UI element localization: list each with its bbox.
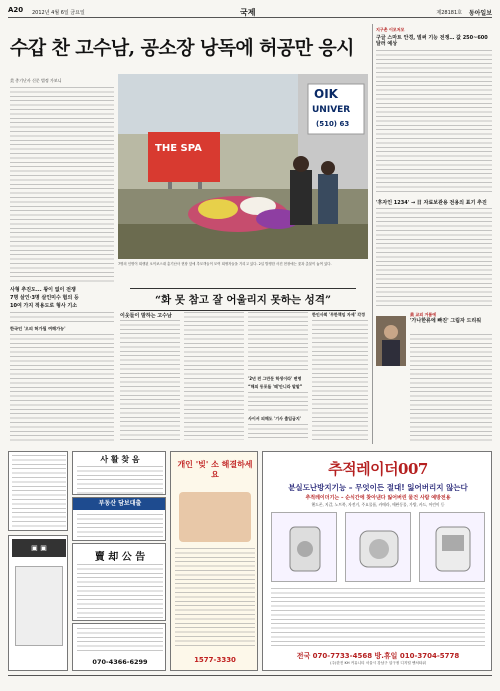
ad-contact	[72, 623, 166, 671]
mid-column-3a	[248, 312, 308, 372]
left-column-text-2	[10, 312, 114, 322]
right-headline-1: 구글 스마트 안경, 벌써 기능 전쟁… 값 250~600달러 예상	[376, 35, 488, 47]
ad-debt-phone: 1577-3330	[194, 656, 236, 664]
sign-text-mid: UNIVER	[312, 105, 351, 115]
ad-tracker-phone: 전국 070-7733-4568 방.휴일 010-3704-5778	[296, 652, 460, 660]
right-text-1	[376, 50, 492, 195]
mid-column-3b	[248, 392, 308, 412]
sub-responsibility: 한인사회 '무한책임 자세' 각정	[312, 312, 365, 317]
left-subhead-4: 한국인 '오피 허가될 여해가능'	[10, 326, 66, 331]
left-column-text	[10, 87, 114, 282]
pull-quote: “화 못 참고 잘 어울리지 못하는 성격”	[130, 292, 356, 307]
ad-debt-image	[179, 492, 251, 542]
sub-community: '2년 전 그만둔 학생이라' 변명	[248, 376, 302, 381]
ad-label: ▣ ▣	[12, 539, 66, 557]
mid-column-4	[312, 320, 368, 440]
photo-caption: 7명의 인명이 희생된 오이코스대 총기난사 현장 앞에 추모객들이 모여 희생자들을 기리고 있다. 2일 발생한 사건 현장에는 꽃과 촛불이 놓여 있다.	[118, 262, 332, 266]
ad-product-1	[271, 512, 337, 582]
ad-product-image	[15, 566, 63, 646]
issue-number: 제28181호	[436, 10, 462, 16]
right-photo	[376, 316, 406, 366]
ad-tracker-subline: 추적레이더기는 – 순식간에 찾아낸다 잃어버린 물건 사람 예방전용	[305, 495, 451, 501]
ad-contact-phone: 070-4366-6299	[92, 658, 148, 666]
left-subhead-3: 10여 가지 적용도로 형사 기소	[10, 303, 78, 309]
left-column-text-3	[10, 334, 114, 442]
news-photo	[118, 74, 368, 259]
right-label-3: 美 교외 거품에	[410, 312, 437, 317]
ad-tracker-items: 핸드폰, 지갑, 노트북, 자전거, 주요물품, 카메라, 애완동물, 가방, 카드, 어린이 등	[311, 502, 445, 507]
page-number: A20	[8, 6, 24, 14]
ad-debt	[170, 451, 258, 671]
mid-column-1	[120, 320, 180, 440]
sub-ban: 사이서 피해도 '기사 출입금지'	[248, 416, 301, 421]
right-text-3	[410, 334, 492, 442]
spa-sign-text: THE SPA	[155, 143, 202, 154]
ad-product-3	[419, 512, 485, 582]
ad-auction	[72, 543, 166, 621]
right-text-2	[376, 208, 492, 308]
main-headline: 수갑 찬 고수남, 공소장 낭독에 허공만 응시	[10, 37, 354, 59]
right-headline-2: '후자인 1234' → 日 자료보관용 전용의 표기 추진	[376, 200, 487, 206]
ad-product-2	[345, 512, 411, 582]
newspaper-name: 동아일보	[468, 10, 492, 17]
page-date: 2012년 4월 6일 금요일	[32, 10, 85, 16]
sub-community-2: “해외 동포들 '떼'안니라 말말”	[248, 384, 303, 389]
sign-text-phone: (510) 63	[316, 120, 350, 128]
sign-text-top: OIK	[314, 87, 338, 101]
ad-tracker	[262, 451, 492, 671]
ad-debt-title: 개인 '빚' 소 해결하세요	[177, 460, 253, 479]
left-subhead-1: 사형 추진도... 왕이 없이 전쟁	[10, 287, 76, 293]
page-header	[8, 6, 492, 18]
ad-tracker-tagline: 분실도난방지기능 – 무엇이든 절대! 잃어버리지 않는다	[288, 483, 468, 492]
mid-column-2	[184, 312, 244, 440]
ad-tracker-address: (주)한진 KH 커뮤니티 서울시 강남구 압구정 디지털 벤처타워	[330, 661, 426, 665]
right-section-label: 지구촌 이모저모	[376, 27, 405, 32]
ad-title: 사 활 찾 음	[100, 455, 140, 464]
section-title: 국제	[240, 8, 256, 17]
right-headline-3: '가나한류에 빠진' 그림자 드리워	[410, 318, 482, 324]
mid-column-3c	[248, 424, 308, 440]
page-footer	[8, 675, 492, 685]
ad-auction-title: 賣 却 公 告	[94, 552, 146, 563]
ad-classified-2	[8, 535, 68, 671]
ad-loan	[72, 497, 166, 541]
advertisement-area	[8, 451, 492, 671]
ad-loan-title: 부동산 담보대출	[73, 498, 166, 510]
article-byline: 美 총기난사 신문 법정 가보니	[10, 78, 62, 83]
ad-classified-1	[8, 451, 68, 531]
left-subhead-2: 7명 살인‧3명 살인미수 혐의 등	[10, 295, 79, 301]
ad-live-search	[72, 451, 166, 495]
ad-tracker-title: 추적레이더007	[328, 460, 428, 478]
sub-neighbors: 이웃들이 말하는 고수남	[120, 313, 172, 319]
column-divider	[372, 24, 373, 444]
